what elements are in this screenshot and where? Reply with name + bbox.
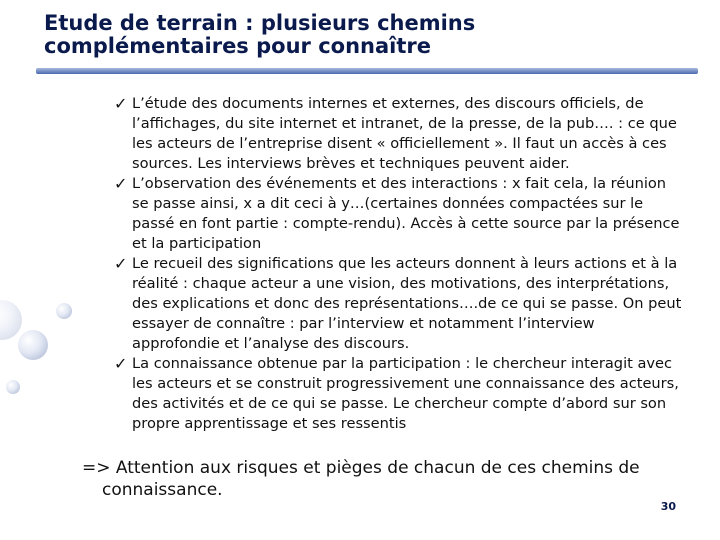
conclusion-line-2: connaissance. <box>102 480 223 500</box>
bullet-item <box>114 254 684 354</box>
bullet-text: Le recueil des significations que les acteurs donnent à leurs actions et à la réalité : chaque acteur a une vision, des motivations, des interprétations, des explications et donc des représentations….de ce qui se passe. On peut essayer de connaître : par l’interview et notamment l’interview approfondie et l’analyse des discours. <box>132 255 682 352</box>
page-number: 30 <box>660 500 676 513</box>
bullet-item <box>114 174 684 254</box>
checkmark-icon: ✓ <box>114 174 128 193</box>
decorative-bubble <box>18 330 48 360</box>
bullet-list <box>114 94 684 434</box>
decorative-bubble <box>6 380 20 394</box>
bullet-item <box>114 94 684 174</box>
bullet-item <box>114 354 684 434</box>
decorative-bubble <box>56 303 72 319</box>
decorative-bubble <box>0 300 22 340</box>
title-underline <box>36 68 698 74</box>
bullet-text: L’observation des événements et des interactions : x fait cela, la réunion se passe ainsi, x a dit ceci à y…(certaines données compactées sur le passé en font partie : compte-rendu). Accès à cette source par la présence et la participation <box>132 175 680 252</box>
checkmark-icon: ✓ <box>114 94 128 113</box>
conclusion-line-1: => Attention aux risques et pièges de chacun de ces chemins de <box>82 458 640 478</box>
title-line-2: complémentaires pour connaître <box>44 34 431 58</box>
bullet-text: L’étude des documents internes et externes, des discours officiels, de l’affichages, du site internet et intranet, de la presse, de la pub…. : ce que les acteurs de l’entreprise disent « officiellement ». Il faut un accès à ces sources. Les interviews brèves et techniques peuvent aider. <box>132 95 677 172</box>
checkmark-icon: ✓ <box>114 254 128 273</box>
bullet-text: La connaissance obtenue par la participation : le chercheur interagit avec les acteurs et se construit progressivement une connaissance des acteurs, des activités et de ce qui se passe. Le chercheur compte d’abord sur son propre apprentissage et ses ressentis <box>132 355 679 432</box>
title-line-1: Etude de terrain : plusieurs chemins <box>44 11 476 35</box>
conclusion-text <box>82 457 682 501</box>
checkmark-icon: ✓ <box>114 354 128 373</box>
slide-title <box>44 12 704 58</box>
